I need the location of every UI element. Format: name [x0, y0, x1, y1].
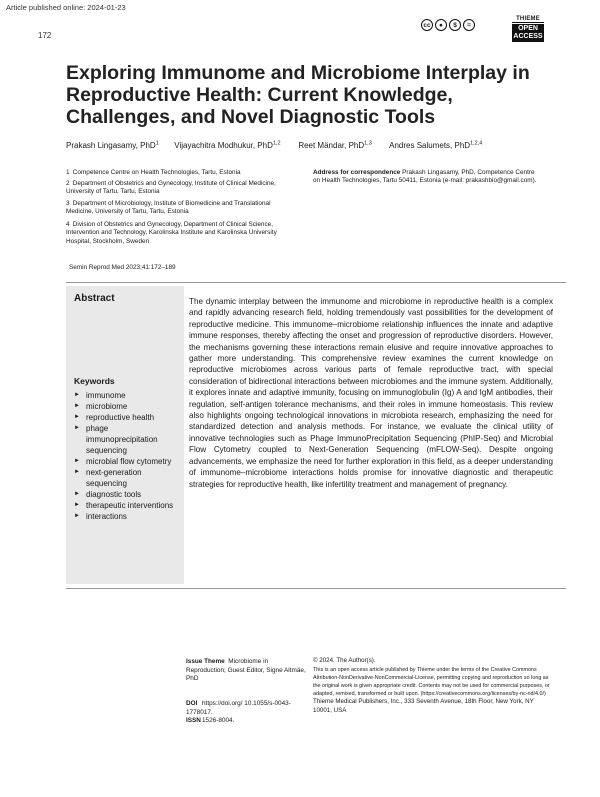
abstract-heading: Abstract	[74, 293, 115, 304]
article-title: Exploring Immunome and Microbiome Interplay in Reproductive Health: Current Knowledge, Challenges, and Novel Diagnostic Tools	[66, 62, 530, 128]
journal-reference: Semin Reprod Med 2023;41:172–189	[69, 264, 176, 271]
logo-line2: OPEN ACCESS	[513, 25, 543, 40]
cc-license-badges[interactable]	[421, 19, 475, 31]
copyright: © 2024. The Author(s).	[313, 657, 376, 664]
license-text[interactable]: This is an open access article published by Thieme under the terms of the Creative Commons Attribution-NonDerivative-NonCommercial-License, permitting copying and reproduction so long as the original work is given appropriate credit. Contents may not be used for commercial purposes, or adapted, remixed, transformed or built upon. (https://creativecommons.org/licenses/by-nc-nd/4.0/)	[313, 666, 550, 698]
keywords-heading: Keywords	[74, 376, 115, 386]
nd-icon: =	[463, 19, 475, 31]
page-number: 172	[38, 31, 52, 40]
doi[interactable]: DOI https://doi.org/ 10.1055/s-0043-1778017.	[186, 700, 291, 716]
keyword-item: ► immunome	[74, 390, 182, 401]
keyword-item: ► next-generation sequencing	[74, 467, 182, 489]
correspondence-label: Address for correspondence	[313, 169, 401, 176]
thieme-open-access-logo	[512, 16, 544, 42]
author[interactable]: Prakash Lingasamy, PhD$^1$	[66, 140, 159, 150]
keyword-item: ► interactions	[74, 511, 182, 522]
published-date: Article published online: 2024-01-23	[6, 3, 126, 12]
affiliation: 1 Competence Centre on Health Technologies, Tartu, Estonia	[66, 169, 241, 176]
logo-line1: THIEME	[512, 16, 544, 23]
keyword-item: ► microbial flow cytometry	[74, 456, 182, 467]
keyword-item: ► microbiome	[74, 401, 182, 412]
affiliation: 2 Department of Obstetrics and Gynecology, Institute of Clinical Medicine, University of Tartu, Tartu, Estonia	[66, 180, 276, 196]
author[interactable]: Vijayachitra Modhukur, PhD$^{1,2}$	[174, 140, 281, 150]
keyword-item: ► therapeutic interventions	[74, 500, 182, 511]
correspondence	[313, 169, 543, 186]
keyword-item: ► phage immunoprecipitation sequencing	[74, 423, 182, 456]
issue-theme: Issue Theme Microbiome in Reproduction; Guest Editor, Signe Altmäe, PhD	[186, 658, 306, 683]
license-block	[313, 657, 553, 716]
divider	[66, 282, 566, 283]
correspondence-text[interactable]: Prakash Lingasamy, PhD, Competence Centre on Health Technologies, Tartu 50411, Estonia (e-mail: prakashbio@gmail.com).	[313, 169, 537, 185]
author[interactable]: Reet Mändar, PhD$^{1,3}$	[298, 140, 372, 150]
affiliation: 4 Division of Obstetrics and Gynecology, Department of Clinical Science, Intervention and Technology, Karolinska Institute and Karolinska University Hospital, Stockholm, Sweden	[66, 221, 277, 245]
publisher-address: Thieme Medical Publishers, Inc., 333 Seventh Avenue, 18th Floor, New York, NY 10001, USA	[313, 698, 534, 714]
divider	[66, 588, 566, 589]
keyword-item: ► diagnostic tools	[74, 489, 182, 500]
abstract-text: The dynamic interplay between the immunome and microbiome in reproductive health is a complex and rapidly advancing research field, holding tremendously vast possibilities for the development of reproductive medicine. This immunome–microbiome relationship influences the innate and adaptive immune responses, thereby affecting the onset and progression of reproductive disorders. However, the mechanisms governing these interactions remain elusive and require innovative approaches to gather more understanding. This comprehensive review examines the current knowledge on reproductive microbiomes across various parts of female reproductive tract, with special consideration of bidirectional interactions between microbiomes and the immune system. Additionally, it explores innate and adaptive immunity, focusing on immunoglobulin (Ig) A and IgM antibodies, their regulation, self-antigen tolerance mechanisms, and their roles in immune homeostasis. This review also highlights ongoing technological innovations in microbiota research, emphasizing the need for standardized detection and analysis methods. For instance, we evaluate the clinical utility of innovative technologies such as Phage ImmunoPrecipitation Sequencing (PhIP-Seq) and Microbial Flow Cytometry coupled to Next-Generation Sequencing (mFLOW-Seq). Despite ongoing advancements, we emphasize the need for further exploration in this field, as a deeper understanding of immunome–microbiome interactions holds promise for innovative diagnostic and therapeutic strategies for reproductive health, like infertility treatment and management of pregnancy.	[189, 297, 553, 489]
keyword-list	[74, 390, 182, 522]
keyword-item: ► reproductive health	[74, 412, 182, 423]
affiliation: 3 Department of Microbiology, Institute of Biomedicine and Translational Medicine, University of Tartu, Tartu, Estonia	[66, 200, 271, 216]
nc-icon: $	[449, 19, 461, 31]
author-list	[66, 140, 586, 150]
author[interactable]: Andres Salumets, PhD$^{1,2,4}$	[389, 140, 483, 150]
cc-icon: cc	[421, 19, 433, 31]
issn: ISSN1526-8004.	[186, 717, 235, 725]
by-icon: ●	[435, 19, 447, 31]
identifiers	[186, 700, 306, 726]
